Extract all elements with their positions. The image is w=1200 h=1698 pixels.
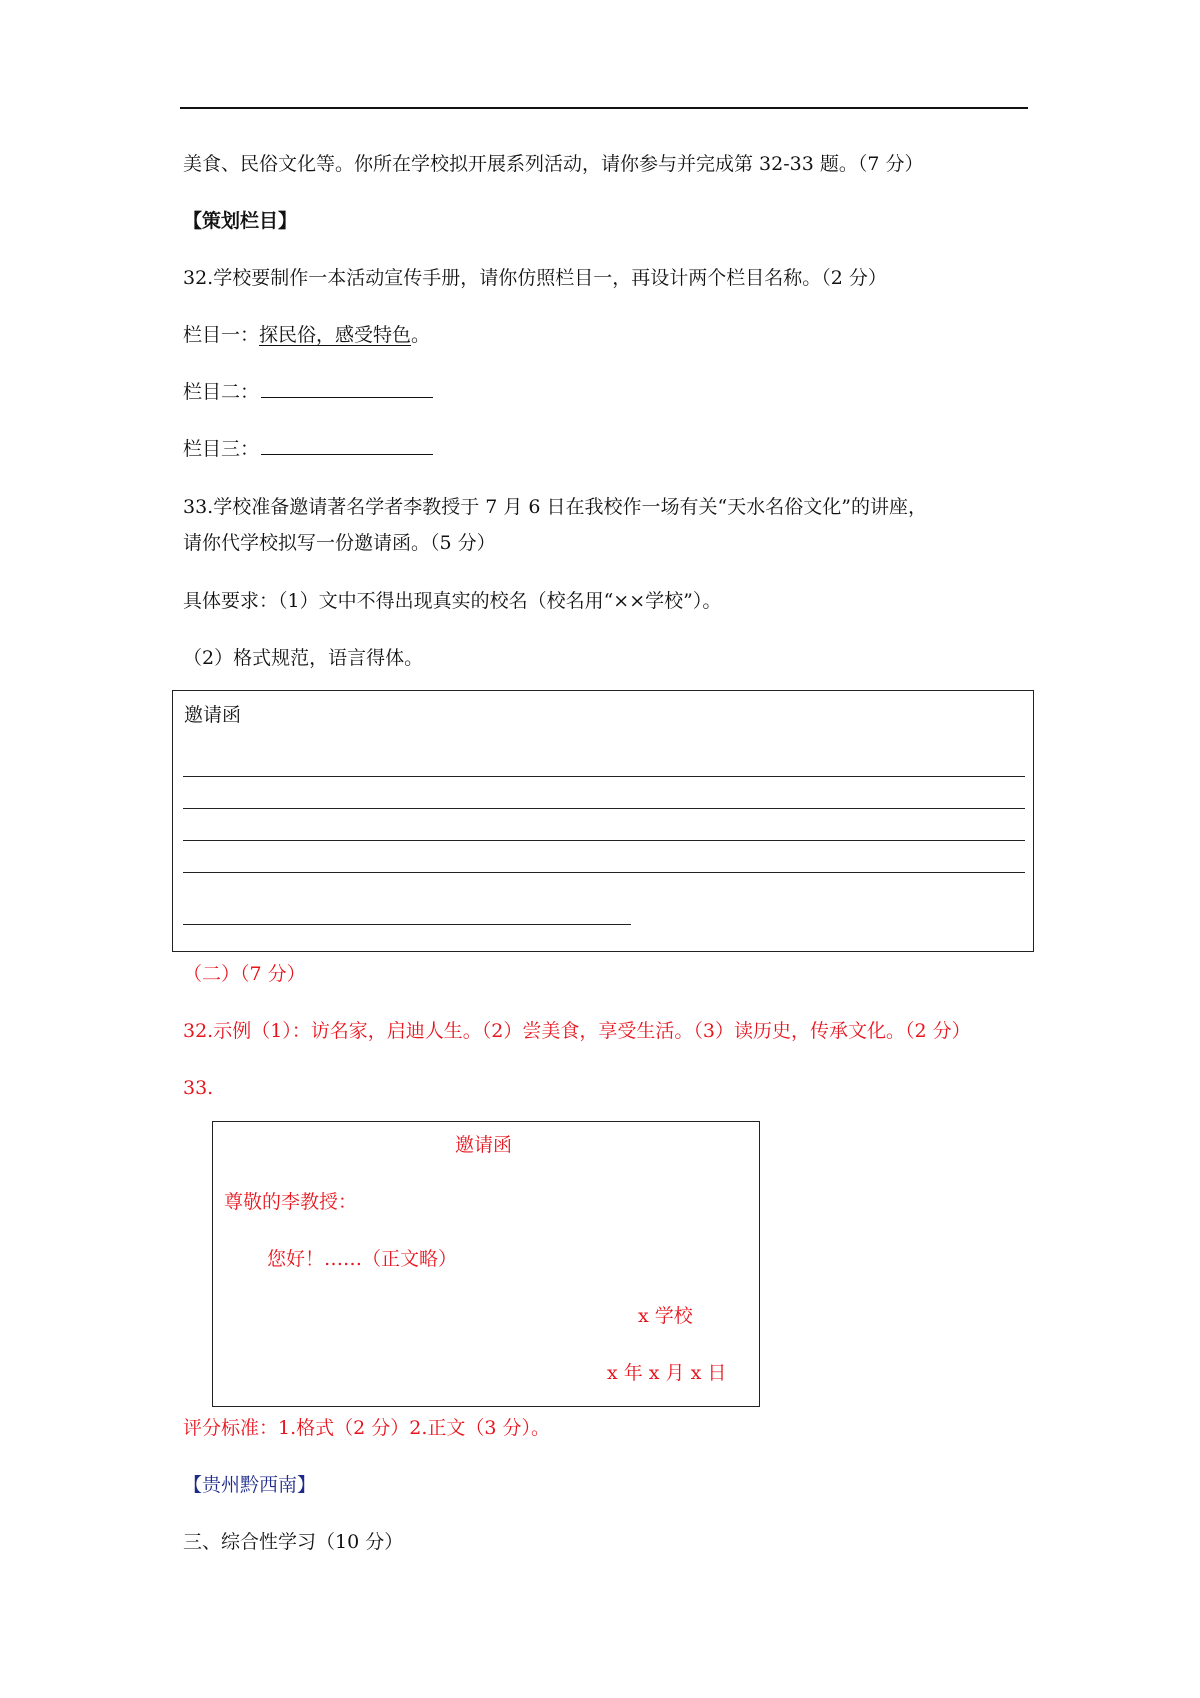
- writing-line: [183, 776, 1025, 777]
- invitation-box-title: 邀请函: [184, 704, 242, 726]
- next-section-title: 三、综合性学习（10 分）: [183, 1531, 404, 1553]
- column-two-label: 栏目二：: [183, 381, 260, 403]
- answer-33-label: 33.: [183, 1077, 214, 1099]
- sample-letter-body: 您好！……（正文略）: [267, 1248, 458, 1270]
- writing-line: [183, 840, 1025, 841]
- question-33-line-1: 33.学校准备邀请著名学者李教授于 7 月 6 日在我校作一场有关“天水名俗文化”的讲座，: [183, 496, 927, 518]
- intro-line: 美食、民俗文化等。你所在学校拟开展系列活动，请你参与并完成第 32-33 题。（7 分）: [183, 153, 924, 175]
- requirement-2: （2）格式规范，语言得体。: [183, 647, 424, 669]
- writing-line: [183, 924, 631, 925]
- column-one-end: 。: [411, 324, 431, 346]
- scoring-criteria: 评分标准：1.格式（2 分）2.正文（3 分）。: [183, 1417, 551, 1439]
- sample-letter-date: x 年 x 月 x 日: [607, 1362, 727, 1384]
- section-title: 【策划栏目】: [183, 210, 298, 232]
- column-three-blank: [261, 436, 433, 455]
- column-one: [183, 322, 430, 348]
- answer-part-header: （二）（7 分）: [183, 963, 306, 985]
- invitation-answer-box: [172, 690, 1034, 952]
- sample-letter-title: 邀请函: [455, 1134, 513, 1156]
- region-heading: 【贵州黔西南】: [183, 1474, 317, 1496]
- question-32: 32.学校要制作一本活动宣传手册，请你仿照栏目一，再设计两个栏目名称。（2 分）: [183, 267, 887, 289]
- answer-32: 32.示例（1）：访名家，启迪人生。（2）尝美食，享受生活。（3）读历史，传承文化。（2 分）: [183, 1020, 971, 1042]
- header-rule: [180, 107, 1028, 109]
- requirement-1: 具体要求：（1）文中不得出现真实的校名（校名用“××学校”）。: [183, 590, 722, 612]
- sample-invitation-box: [212, 1121, 760, 1407]
- column-two: [183, 379, 433, 405]
- column-one-value: 探民俗，感受特色: [259, 324, 412, 346]
- writing-line: [183, 872, 1025, 873]
- column-one-label: 栏目一：: [183, 324, 260, 346]
- sample-letter-signature: x 学校: [638, 1305, 693, 1327]
- column-two-blank: [261, 379, 433, 398]
- question-33-line-2: 请你代学校拟写一份邀请函。（5 分）: [183, 532, 496, 554]
- sample-letter-salutation: 尊敬的李教授：: [224, 1191, 358, 1213]
- column-three: [183, 436, 433, 462]
- writing-line: [183, 808, 1025, 809]
- column-three-label: 栏目三：: [183, 438, 260, 460]
